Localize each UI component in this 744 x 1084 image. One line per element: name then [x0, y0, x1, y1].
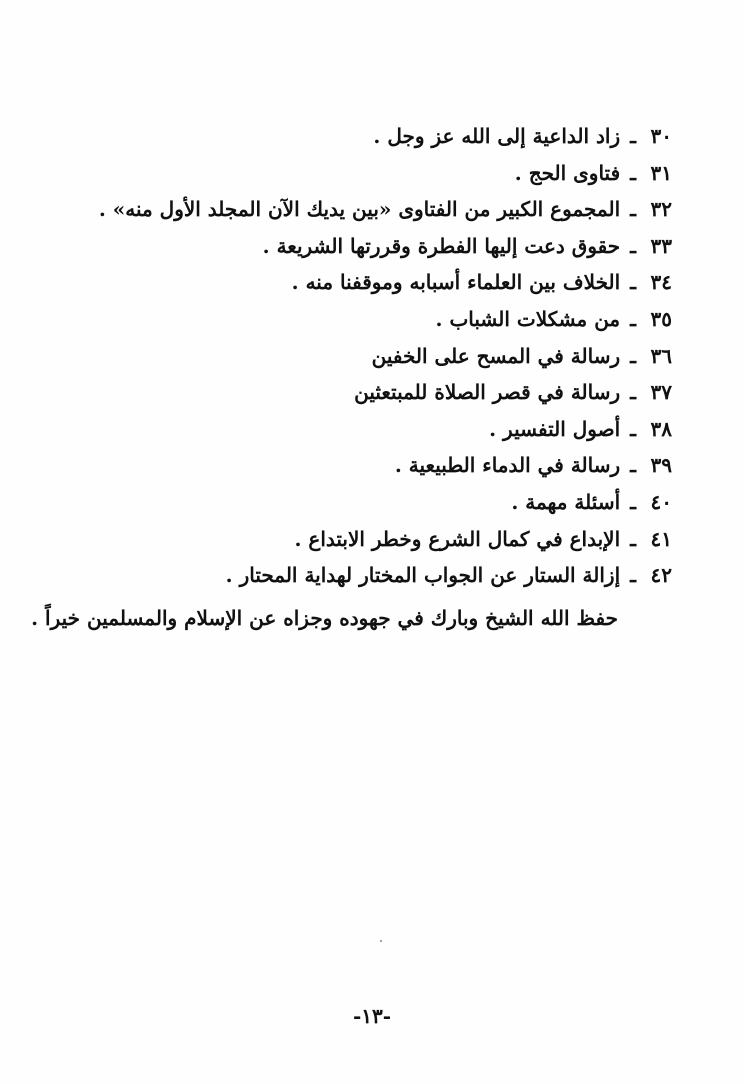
item-number: ٣٩: [650, 453, 672, 478]
item-number: ٣٢: [650, 197, 672, 222]
page-number: -١٣-: [352, 1004, 392, 1028]
item-dash: ـ: [630, 124, 636, 148]
item-dash: ـ: [630, 526, 636, 551]
list-item: [72, 521, 672, 558]
list-item: [72, 484, 672, 521]
item-dash: ـ: [630, 197, 636, 222]
item-dash: ـ: [630, 416, 636, 441]
list-item: [72, 338, 672, 375]
item-number: ٣٧: [650, 380, 672, 405]
list-item: [72, 191, 672, 228]
item-number: ٣٠: [650, 124, 672, 148]
item-number: ٤٢: [650, 563, 672, 588]
list-item: [72, 557, 672, 594]
list-item: [72, 228, 672, 265]
item-title: رسالة في قصر الصلاة للمبتعثين: [354, 380, 621, 405]
item-dash: ـ: [630, 489, 636, 514]
item-title: من مشكلات الشباب .: [435, 306, 621, 331]
list-item: [72, 264, 672, 301]
item-title: زاد الداعية إلى الله عز وجل .: [373, 124, 621, 148]
item-number: ٤١: [650, 526, 672, 551]
item-number: ٤٠: [650, 489, 672, 514]
item-number: ٣٥: [650, 306, 672, 331]
item-dash: ـ: [630, 453, 636, 478]
item-number: ٣٣: [650, 233, 672, 258]
item-title: رسالة في المسح على الخفين: [371, 343, 621, 368]
works-list: [72, 118, 672, 594]
item-title: الإبداع في كمال الشرع وخطر الابتداع .: [294, 526, 621, 551]
list-item: [72, 301, 672, 338]
list-item: [72, 447, 672, 484]
item-title: فتاوى الحج .: [514, 160, 621, 185]
item-title: رسالة في الدماء الطبيعية .: [394, 453, 621, 478]
item-dash: ـ: [630, 270, 636, 295]
item-number: ٣٨: [650, 416, 672, 441]
item-title: أسئلة مهمة .: [511, 489, 621, 514]
item-number: ٣١: [650, 160, 672, 185]
scan-speck: [380, 940, 382, 942]
item-dash: ـ: [630, 343, 636, 368]
item-title: حقوق دعت إليها الفطرة وقررتها الشريعة .: [262, 233, 621, 258]
closing-prayer: حفظ الله الشيخ وبارك في جهوده وجزاه عن الإسلام والمسلمين خيراً .: [31, 606, 618, 630]
item-title: الخلاف بين العلماء أسبابه وموقفنا منه .: [291, 270, 621, 295]
item-title: أصول التفسير .: [489, 416, 621, 441]
list-item: [72, 118, 672, 155]
item-title: إزالة الستار عن الجواب المختار لهداية المحتار .: [225, 563, 621, 588]
item-dash: ـ: [630, 306, 636, 331]
list-item: [72, 155, 672, 192]
item-number: ٣٦: [650, 343, 672, 368]
item-dash: ـ: [630, 233, 636, 258]
list-item: [72, 411, 672, 448]
item-title: المجموع الكبير من الفتاوى «بين يديك الآن المجلد الأول منه» .: [98, 197, 621, 222]
list-item: [72, 374, 672, 411]
item-dash: ـ: [630, 563, 636, 588]
item-dash: ـ: [630, 160, 636, 185]
item-dash: ـ: [630, 380, 636, 405]
item-number: ٣٤: [650, 270, 672, 295]
